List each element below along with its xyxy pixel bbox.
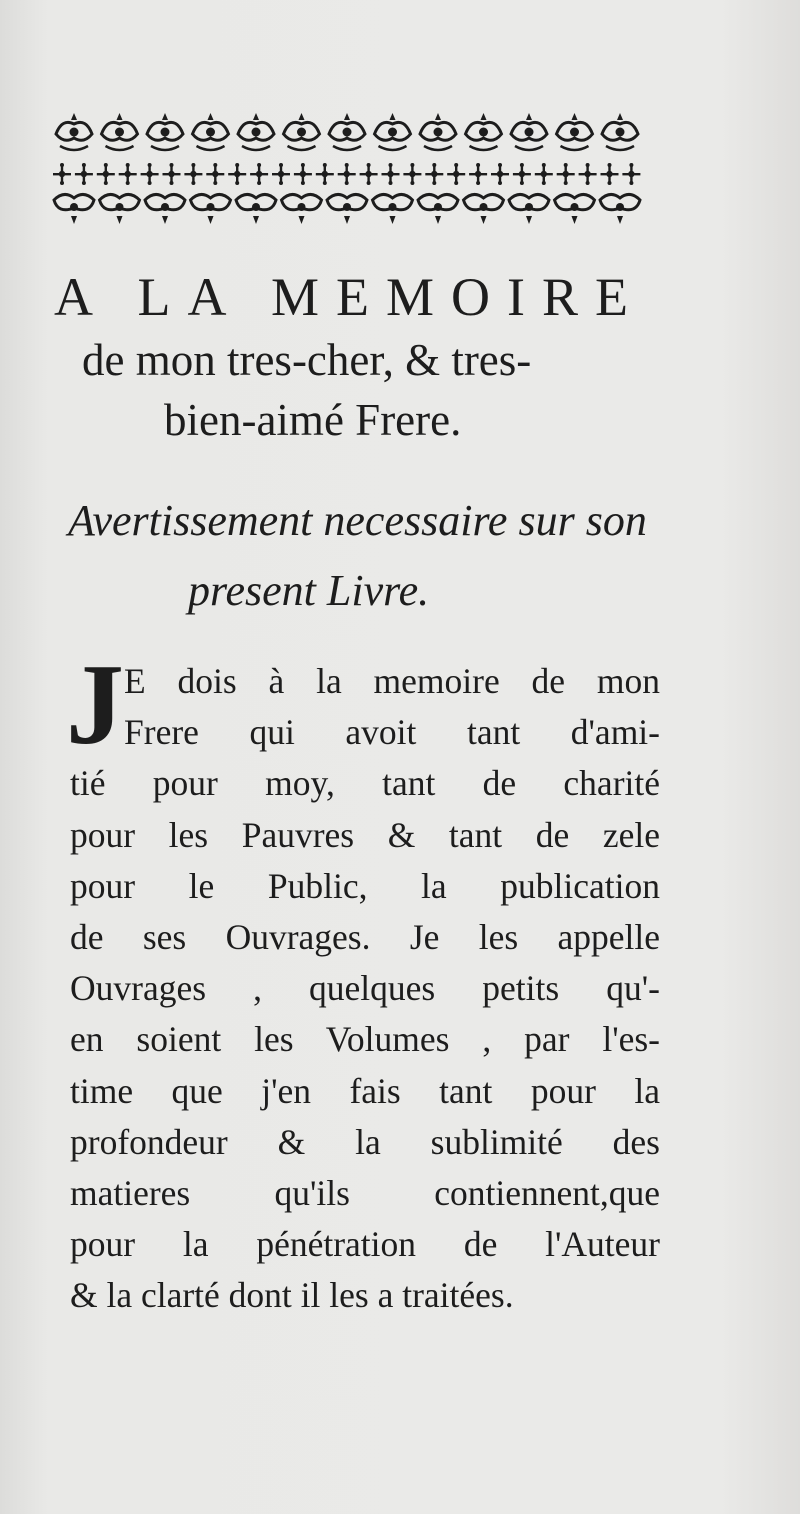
section-subtitle [68, 486, 688, 626]
subtitle-line-1: Avertissement necessaire sur son [68, 496, 647, 545]
text-line: en soient les Volumes , par l'es- [70, 1019, 660, 1060]
text-line: matieres qu'ils contiennent,que [70, 1172, 660, 1213]
drop-capital: J [66, 641, 124, 769]
text-line: time que j'en fais tant pour la [70, 1070, 660, 1111]
text-line: Frere qui avoit tant d'ami- [124, 712, 660, 753]
text-line: pour les Pauvres & tant de zele [70, 814, 660, 855]
fleuron-band-icon [52, 112, 644, 232]
text-line: profondeur & la sublimité des [70, 1121, 660, 1162]
dedication-line-1: de mon tres-cher, & tres- [82, 335, 532, 385]
text-line: & la clarté dont il les a traitées. [70, 1275, 514, 1316]
text-line: E dois à la memoire de mon [124, 661, 660, 701]
text-line: Ouvrages , quelques petits qu'- [70, 968, 660, 1009]
text-line: tié pour moy, tant de charité [70, 763, 660, 804]
text-line: de ses Ouvrages. Je les appelle [70, 916, 660, 957]
page-heading: A LA MEMOIRE [54, 267, 646, 327]
body-text [70, 656, 660, 1321]
dedication-line-2: bien-aimé Frere. [164, 395, 462, 445]
dedication [82, 330, 682, 450]
text-line: pour la pénétration de l'Auteur [70, 1224, 660, 1265]
text-line: pour le Public, la publication [70, 865, 660, 906]
subtitle-line-2: present Livre. [188, 566, 430, 615]
